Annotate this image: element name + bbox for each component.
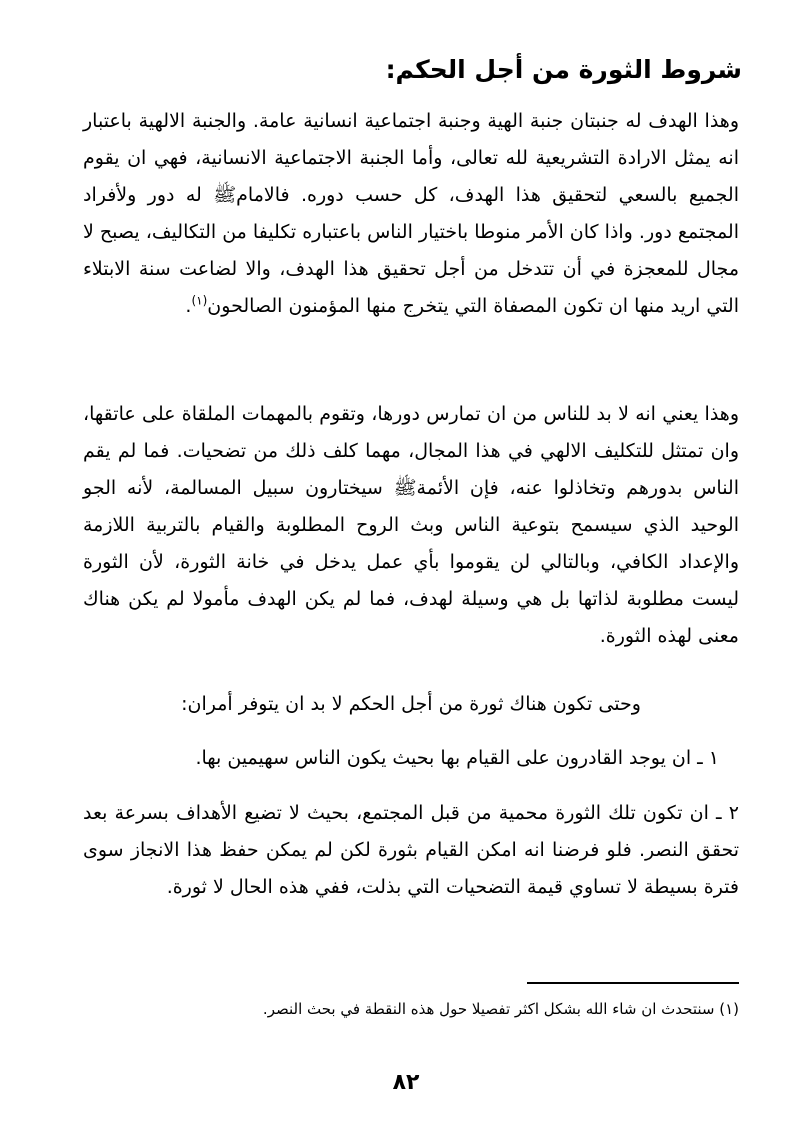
paragraph-1-text: وهذا الهدف له جنبتان جنبة الهية وجنبة اجتماعية انسانية عامة. والجنبة الالهية باعتبار انه يمثل الارادة التشريعية لله تعالى، وأما الجنبة الاجتماعية الانسانية، فهي ان يقوم الجميع بالسعي لتحقيق هذا الهدف، كل حسب دوره. فالامامﷺ له دور ولأفراد المجتمع دور. واذا كان الأمر منوطا باختيار الناس باعتباره تكليفا من التكاليف، يصبح لا مجال للمعجزة في أن تتدخل من أجل تحقيق هذا الهدف، والا لضاعت سنة الابتلاء التي اريد منها ان تكون المصفاة التي يتخرج منها المؤمنون الصالحون [83,110,739,317]
footnote-divider [527,982,739,984]
page-number: ٨٢ [392,1070,420,1095]
section-heading: شروط الثورة من أجل الحكم: [385,55,742,84]
footnote: (١) سنتحدث ان شاء الله بشكل اكثر تفصيلا حول هذه النقطة في بحث النصر. [262,1000,739,1018]
sentence-end: . [185,295,192,317]
condition-2: ٢ ـ ان تكون تلك الثورة محمية من قبل المجتمع، بحيث لا تضيع الأهداف بسرعة بعد تحقق النصر. فلو فرضنا انه امكن القيام بثورة لكن لم يمكن حفظ هذا الانجاز سوى فترة بسيطة لا تساوي قيمة التضحيات التي بذلت، ففي هذه الحال لا ثورة. [83,802,739,898]
paragraph-1 [83,103,739,325]
paragraph-2: وهذا يعني انه لا بد للناس من ان تمارس دورها، وتقوم بالمهمات الملقاة على عاتقها، وان تمتثل للتكليف الالهي في هذا المجال، مهما كلف ذلك من تضحيات. فما لم يقم الناس بدورهم وتخاذلوا عنه، فإن الأئمةﷺ سيختارون سبيل المسالمة، لأنه الجو الوحيد الذي سيسمح بتوعية الناس وبث الروح المطلوبة والقيام بالتربية اللازمة والإعداد الكافي، وبالتالي لن يقوموا بأي عمل يدخل في خانة الثورة، لأن الثورة ليست مطلوبة لذاتها بل هي وسيلة لهدف، فما لم يكن الهدف مأمولا لم يكن هناك معنى لهذه الثورة. [83,403,739,647]
condition-1: ١ ـ ان يوجد القادرون على القيام بها بحيث يكون الناس سهيمين بها. [195,747,719,769]
footnote-marker[interactable]: (١) [191,293,208,308]
conditions-intro: وحتى تكون هناك ثورة من أجل الحكم لا بد ان يتوفر أمران: [181,693,641,715]
